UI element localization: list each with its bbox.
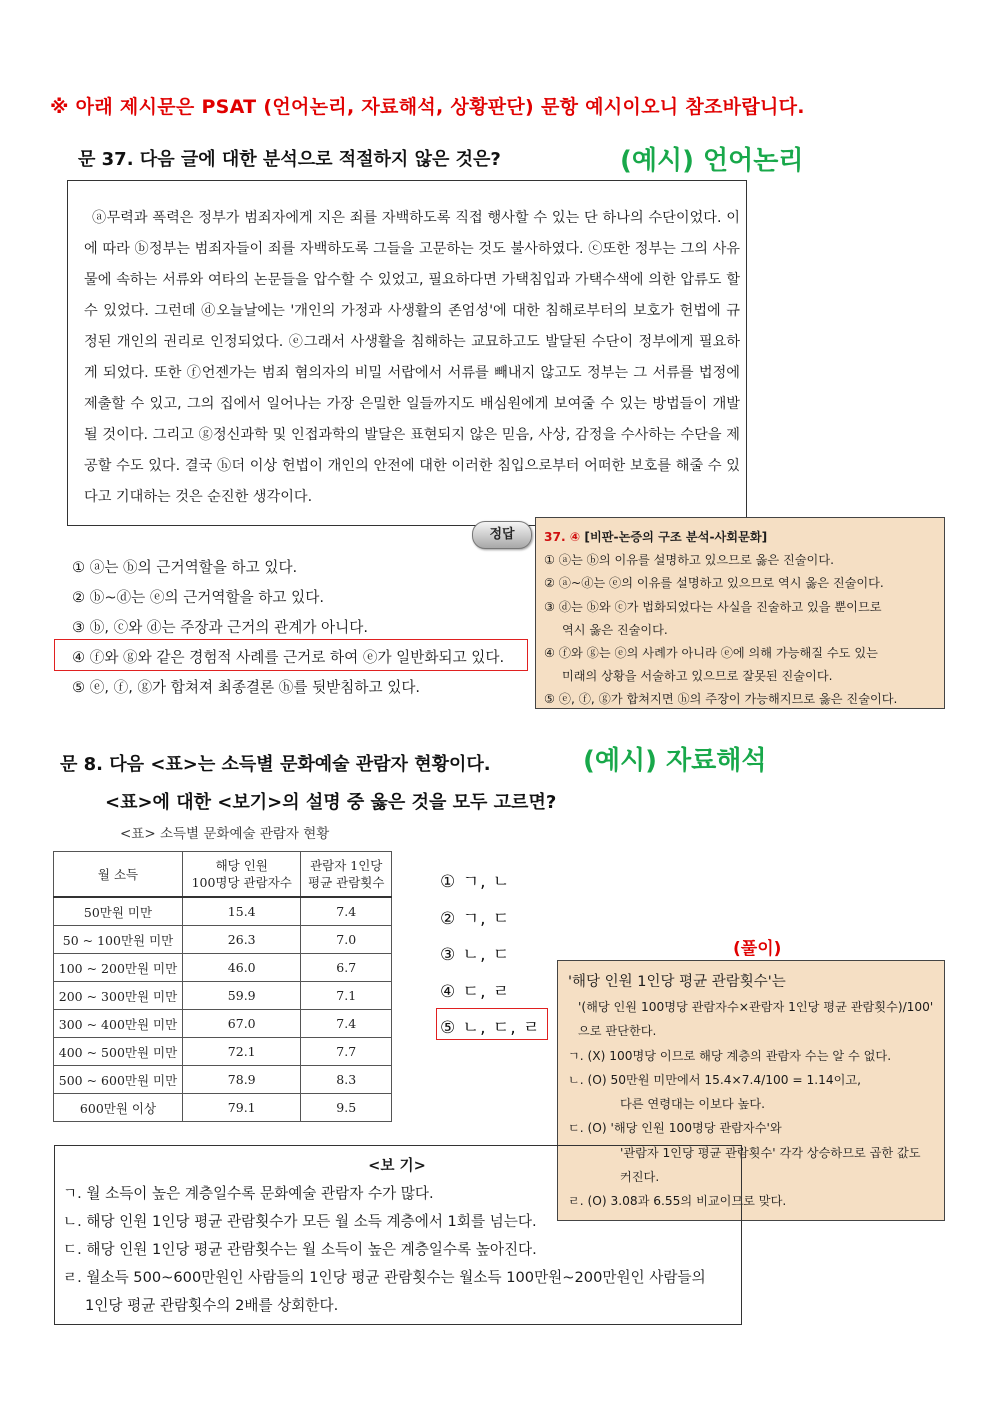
- table-row: [54, 982, 392, 1010]
- q37-answer-line: ① ⓐ는 ⓑ의 이유를 설명하고 있으므로 옳은 진술이다.: [544, 553, 834, 568]
- q37-title: 문 37. 다음 글에 대한 분석으로 적절하지 않은 것은?: [78, 149, 501, 170]
- q37-answer-highlight: [54, 639, 528, 671]
- table-cell: 7.7: [301, 1038, 392, 1066]
- q8-solution-title: '해당 인원 1인당 평균 관람횟수'는: [568, 974, 786, 990]
- table-cell: 7.0: [301, 926, 392, 954]
- q37-example-label: (예시) 언어논리: [620, 146, 804, 176]
- table-cell: 26.3: [183, 926, 301, 954]
- q8-option-2[interactable]: ② ㄱ, ㄷ: [440, 908, 511, 929]
- table-cell: 9.5: [301, 1094, 392, 1122]
- q8-bogi-item: ㄹ. 월소득 500~600만원인 사람들의 1인당 평균 관람횟수는 월소득 100만원~200만원인 사람들의: [63, 1269, 706, 1286]
- q8-solution-line: ㄴ. (O) 50만원 미만에서 15.4×7.4/100 = 1.14이고,: [568, 1072, 862, 1087]
- q8-solution-line: 으로 판단한다.: [578, 1024, 657, 1039]
- q8-title-line2: <표>에 대한 <보기>의 설명 중 옳은 것을 모두 고르면?: [105, 792, 557, 813]
- q8-table-caption: <표> 소득별 문화예술 관람자 현황: [120, 826, 330, 842]
- table-cell: 6.7: [301, 954, 392, 982]
- q8-solution-line: 커진다.: [620, 1170, 660, 1185]
- q8-option-1[interactable]: ① ㄱ, ㄴ: [440, 872, 511, 892]
- table-cell: 600만원 이상: [54, 1094, 183, 1122]
- table-row: [54, 1066, 392, 1094]
- table-row: [54, 897, 392, 926]
- q8-solution-label: (풀이): [733, 939, 782, 959]
- q37-answer-line: ④ ⓕ와 ⓖ는 ⓔ의 사례가 아니라 ⓔ에 의해 가능해질 수도 있는: [544, 646, 878, 661]
- q8-answer-highlight: [436, 1008, 548, 1040]
- q37-choice-2[interactable]: ② ⓑ~ⓓ는 ⓔ의 근거역할을 하고 있다.: [72, 589, 325, 606]
- table-cell: 78.9: [183, 1066, 301, 1094]
- table-cell: 79.1: [183, 1094, 301, 1122]
- table-cell: 100 ~ 200만원 미만: [54, 954, 183, 982]
- notice-text: ※ 아래 제시문은 PSAT (언어논리, 자료해석, 상황판단) 문항 예시이오니 참조바랍니다.: [50, 96, 805, 118]
- q37-passage-text: ⓐ무력과 폭력은 정부가 범죄자에게 지은 죄를 자백하도록 직접 행사할 수 있는 단 하나의 수단이었다. 이에 따라 ⓑ정부는 범죄자들이 죄를 자백하도록 그들을 고문하는 것도 불사하였다. ⓒ또한 정부는 그의 사유물에 속하는 서류와 여타의 논문들을 압수할 수 있었고, 필요하다면 가택침입과 가택수색에 의한 압류도 할 수 있었다. 그런데 ⓓ오늘날에는 '개인의 가정과 사생활의 존엄성'에 대한 침해로부터의 보호가 헌법에 규정된 개인의 권리로 인정되었다. ⓔ그래서 사생활을 침해하는 교묘하고도 발달된 수단이 정부에게 필요하게 되었다. 또한 ⓕ언젠가는 범죄 혐의자의 비밀 서랍에서 서류를 빼내지 않고도 정부는 그 서류를 법정에 제출할 수 있고, 그의 집에서 일어나는 가장 은밀한 일들까지도 배심원에게 보여줄 수 있는 방법들이 개발될 것이다. 그리고 ⓖ정신과학 및 인접과학의 발달은 표현되지 않은 믿음, 사상, 감정을 수사하는 수단을 제공할 수도 있다. 결국 ⓗ더 이상 헌법이 개인의 안전에 대한 이러한 침입으로부터 어떠한 보호를 해줄 수 있다고 기대하는 것은 순진한 생각이다.: [84, 210, 740, 505]
- q8-solution-line: '(해당 인원 100명당 관람자수×관람자 1인당 평균 관람횟수)/100': [578, 1000, 934, 1014]
- table-cell: 200 ~ 300만원 미만: [54, 982, 183, 1010]
- q8-data-table: [53, 851, 392, 1122]
- q8-bogi-item: ㄷ. 해당 인원 1인당 평균 관람횟수는 월 소득이 높은 계층일수록 높아진다.: [63, 1241, 537, 1258]
- q8-title-line1: 문 8. 다음 <표>는 소득별 문화예술 관람자 현황이다.: [60, 754, 491, 775]
- q37-choice-1[interactable]: ① ⓐ는 ⓑ의 근거역할을 하고 있다.: [72, 559, 298, 576]
- q8-solution-line: 다른 연령대는 이보다 높다.: [620, 1097, 766, 1112]
- q37-answer-num: 37. ④: [544, 530, 581, 544]
- table-header-viewers: 해당 인원 100명당 관람자수: [183, 852, 301, 898]
- table-row: [54, 954, 392, 982]
- table-row: [54, 1038, 392, 1066]
- table-row: [54, 1010, 392, 1038]
- q8-bogi-item: ㄴ. 해당 인원 1인당 평균 관람횟수가 모든 월 소득 계층에서 1회를 넘는다.: [63, 1213, 537, 1230]
- q37-answer-line: ⑤ ⓔ, ⓕ, ⓖ가 합쳐지면 ⓗ의 주장이 가능해지므로 옳은 진술이다.: [544, 692, 898, 707]
- table-cell: 67.0: [183, 1010, 301, 1038]
- q8-solution-line: ㄱ. (X) 100명당 이므로 해당 계층의 관람자 수는 알 수 없다.: [568, 1048, 892, 1063]
- q8-bogi-box: [54, 1145, 742, 1325]
- q37-answer-box: [535, 517, 945, 709]
- answer-badge: 정답: [472, 521, 532, 549]
- q37-passage-box: [67, 180, 747, 526]
- table-header-income: 월 소득: [54, 852, 183, 898]
- q8-solution-line: ㄷ. (O) '해당 인원 100명당 관람자수'와: [568, 1121, 782, 1136]
- table-cell: 46.0: [183, 954, 301, 982]
- table-cell: 500 ~ 600만원 미만: [54, 1066, 183, 1094]
- q37-answer-line: 미래의 상황을 서술하고 있으므로 잘못된 진술이다.: [562, 669, 833, 684]
- table-cell: 59.9: [183, 982, 301, 1010]
- table-cell: 400 ~ 500만원 미만: [54, 1038, 183, 1066]
- table-cell: 50 ~ 100만원 미만: [54, 926, 183, 954]
- table-row: [54, 926, 392, 954]
- q37-choice-5[interactable]: ⑤ ⓔ, ⓕ, ⓖ가 합쳐져 최종결론 ⓗ를 뒷받침하고 있다.: [72, 679, 421, 696]
- q8-option-5[interactable]: ⑤ ㄴ, ㄷ, ㄹ: [440, 1018, 541, 1038]
- q37-answer-line: 역시 옳은 진술이다.: [562, 622, 668, 637]
- q8-example-label: (예시) 자료해석: [583, 746, 767, 776]
- q8-option-4[interactable]: ④ ㄷ, ㄹ: [440, 981, 511, 1002]
- table-cell: 72.1: [183, 1038, 301, 1066]
- q37-answer-line: ② ⓐ~ⓓ는 ⓔ의 이유를 설명하고 있으므로 역시 옳은 진술이다.: [544, 576, 884, 591]
- q37-choice-3[interactable]: ③ ⓑ, ⓒ와 ⓓ는 주장과 근거의 관계가 아니다.: [72, 619, 368, 636]
- q37-answer-line: ③ ⓓ는 ⓑ와 ⓒ가 법화되었다는 사실을 진술하고 있을 뿐이므로: [544, 599, 882, 614]
- q37-choices: [72, 553, 504, 703]
- table-cell: 15.4: [183, 897, 301, 926]
- q8-bogi-item: 1인당 평균 관람횟수의 2배를 상회한다.: [85, 1297, 339, 1314]
- q8-bogi-item: ㄱ. 월 소득이 높은 계층일수록 문화예술 관람자 수가 많다.: [63, 1185, 434, 1202]
- table-cell: 7.4: [301, 1010, 392, 1038]
- q37-choice-4[interactable]: ④ ⓕ와 ⓖ와 같은 경험적 사례를 근거로 하여 ⓔ가 일반화되고 있다.: [72, 649, 505, 666]
- table-cell: 50만원 미만: [54, 897, 183, 926]
- q8-solution-line: '관람자 1인당 평균 관람횟수' 각각 상승하므로 곱한 값도: [620, 1145, 921, 1160]
- table-cell: 7.1: [301, 982, 392, 1010]
- table-row: [54, 1094, 392, 1122]
- table-header-row: [54, 852, 392, 898]
- table-cell: 7.4: [301, 897, 392, 926]
- q8-bogi-title: <보 기>: [368, 1157, 426, 1174]
- table-cell: 8.3: [301, 1066, 392, 1094]
- q8-solution-line: ㄹ. (O) 3.08과 6.55의 비교이므로 맞다.: [568, 1194, 787, 1209]
- q37-answer-head: [544, 526, 936, 549]
- table-cell: 300 ~ 400만원 미만: [54, 1010, 183, 1038]
- q8-option-3[interactable]: ③ ㄴ, ㄷ: [440, 945, 511, 965]
- q37-answer-category: [비판-논증의 구조 분석-사회문화]: [580, 530, 768, 544]
- table-header-avg-count: 관람자 1인당 평균 관람횟수: [301, 852, 392, 898]
